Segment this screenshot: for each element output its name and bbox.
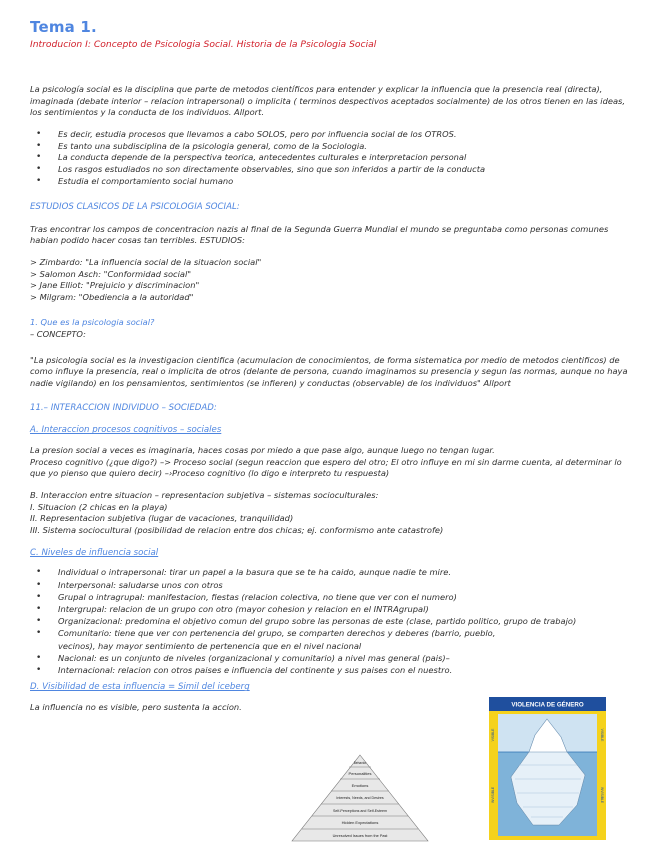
pyramid-level: Interests, Needs, and Desires bbox=[336, 796, 384, 800]
section-a-line: Proceso cognitivo (¿que digo?) –> Proceso social (segun reaccion que espero del otro; El otro influye en mi sin darme cuenta, al determinar lo que yo pienso que quiero decir) –›Proceso cognitivo (lo digo e interpreto tu respuesta) bbox=[30, 456, 622, 479]
study-item: > Zimbardo: "La influencia social de la situacion social" bbox=[30, 256, 262, 267]
page-title: Tema 1. bbox=[30, 18, 97, 36]
pyramid-level: Behavior bbox=[353, 761, 367, 765]
list-item: • Nacional: es un conjunto de niveles (organizacional y comunitario) a nivel mas general (pais)– bbox=[36, 652, 496, 664]
list-item: • Es decir, estudia procesos que llevamos a cabo SOLOS, pero por influencia social de los OTROS. bbox=[36, 129, 628, 141]
iceberg-visible-label: VISIBLE bbox=[600, 728, 604, 742]
section-b-line: B. Interaccion entre situacion – representacion subjetiva – sistemas socioculturales: bbox=[30, 490, 379, 501]
section-b-line: I. Situacion (2 chicas en la playa) bbox=[30, 501, 168, 512]
list-item: • Intergrupal: relacion de un grupo con otro (mayor cohesion y relacion en el INTRAgrupal) bbox=[36, 603, 628, 615]
pyramid-level: Self-Perceptions and Self-Esteem bbox=[333, 809, 387, 813]
iceberg-invisible-label: INVISIBLE bbox=[491, 786, 495, 804]
influence-levels-list bbox=[30, 566, 628, 676]
studies-list bbox=[30, 257, 628, 303]
list-item: • Comunitario: tiene que ver con pertenencia del grupo, se comparten derechos y deberes (barrio, pueblo, vecinos), hay mayor sentimiento de pertenencia que en el nivel nacional bbox=[36, 627, 496, 651]
concept-label: – CONCEPTO: bbox=[30, 328, 86, 339]
list-item: • Los rasgos estudiados no son directamente observables, sino que son inferidos a partir de la conducta bbox=[36, 164, 628, 176]
study-item: > Milgram: "Obediencia a la autoridad" bbox=[30, 291, 194, 302]
list-item: • Grupal o intragrupal: manifestacion, fiestas (relacion colectiva, no tiene que ver con el numero) bbox=[36, 591, 628, 603]
iceberg-visible-label: VISIBLE bbox=[491, 728, 495, 742]
pyramid-level: Personalities bbox=[348, 771, 372, 776]
iceberg-title: VIOLENCIA DE GÉNERO bbox=[511, 701, 584, 709]
gender-violence-iceberg-diagram bbox=[489, 697, 606, 840]
pyramid-level: Emotions bbox=[351, 783, 369, 788]
intro-paragraph: La psicología social es la disciplina que parte de metodos científicos para entender y explicar la influencia que la presencia real (directa), imaginada (debate interior – relacion intrapersonal) o implicita ( terminos despectivos aceptados socialmente) de los otros tienen en las ideas, los sentimientos y la conducta de los individuos. Allport. bbox=[30, 84, 626, 118]
section-c-heading: C. Niveles de influencia social bbox=[30, 548, 159, 559]
behavior-pyramid-diagram bbox=[288, 753, 432, 843]
list-item: • Es tanto una subdisciplina de la psicologia general, como de la Sociologia. bbox=[36, 141, 628, 153]
iceberg-invisible-label: INVISIBLE bbox=[600, 786, 604, 804]
list-item: • Organizacional: predomina el objetivo comun del grupo sobre las personas de este (clase, partido politico, grupo de trabajo) bbox=[36, 615, 628, 627]
classics-heading: ESTUDIOS CLASICOS DE LA PSICOLOGIA SOCIAL: bbox=[30, 201, 240, 212]
page-subtitle: Introducion I: Concepto de Psicologia Social. Historia de la Psicologia Social bbox=[30, 39, 377, 50]
section-b-line: III. Sistema sociocultural (posibilidad de relacion entre dos chicas; ej. conformismo ante catastrofe) bbox=[30, 524, 444, 535]
list-item: • Estudia el comportamiento social humano bbox=[36, 176, 628, 188]
section-2-heading: 11.– INTERACCION INDIVIDUO – SOCIEDAD: bbox=[30, 403, 217, 414]
study-item: > Salomon Asch: "Conformidad social" bbox=[30, 268, 192, 279]
section-b-body bbox=[30, 490, 628, 536]
section-d-text: La influencia no es visible, pero sustenta la accion. bbox=[30, 702, 242, 713]
list-item: • Interpersonal: saludarse unos con otros bbox=[36, 579, 628, 591]
section-b-line: II. Representacion subjetiva (lugar de vacaciones, tranquilidad) bbox=[30, 513, 294, 524]
section-d-heading: D. Visibilidad de esta influencia = Simil del iceberg bbox=[30, 682, 250, 693]
list-item: • Individual o intrapersonal: tirar un papel a la basura que se te ha caido, aunque nadie te mire. bbox=[36, 566, 628, 578]
pyramid-level: Unresolved Issues from the Past bbox=[332, 834, 388, 838]
section-a-heading: A. Interaccion procesos cognitivos – sociales bbox=[30, 425, 222, 436]
question-heading: 1. Que es la psicologia social? bbox=[30, 317, 155, 328]
section-a-body bbox=[30, 445, 628, 480]
definition-bullets bbox=[30, 129, 628, 188]
list-item: • La conducta depende de la perspectiva teorica, antecedentes culturales e interpretacion personal bbox=[36, 152, 628, 164]
list-item: • Internacional: relacion con otros paises e influencia del continente y sus paises con el nuestro. bbox=[36, 664, 496, 676]
study-item: > Jane Elliot: "Prejuicio y discriminacion" bbox=[30, 280, 200, 291]
pyramid-level: Hidden Expectations bbox=[341, 820, 379, 825]
section-a-line: La presion social a veces es imaginaria, haces cosas por miedo a que pase algo, aunque luego no tengan lugar. bbox=[30, 445, 495, 456]
classics-intro: Tras encontrar los campos de concentracion nazis al final de la Segunda Guerra Mundial el mundo se preguntaba como personas comunes habian podido hacer cosas tan terribles. ESTUDIOS: bbox=[30, 223, 609, 246]
concept-text: "La psicologia social es la investigacion cientifica (acumulacion de conocimientos, de forma sistematica por medio de metodos cientificos) de como influye la presencia, real o implicita de otros (delante de persona, cuando imaginamos su presencia y segun las normas, aunque no haya nadie vigilando) en los pensamientos, sentimientos (se infieren) y conductas (observable) de los individuos" Allport bbox=[30, 354, 628, 388]
